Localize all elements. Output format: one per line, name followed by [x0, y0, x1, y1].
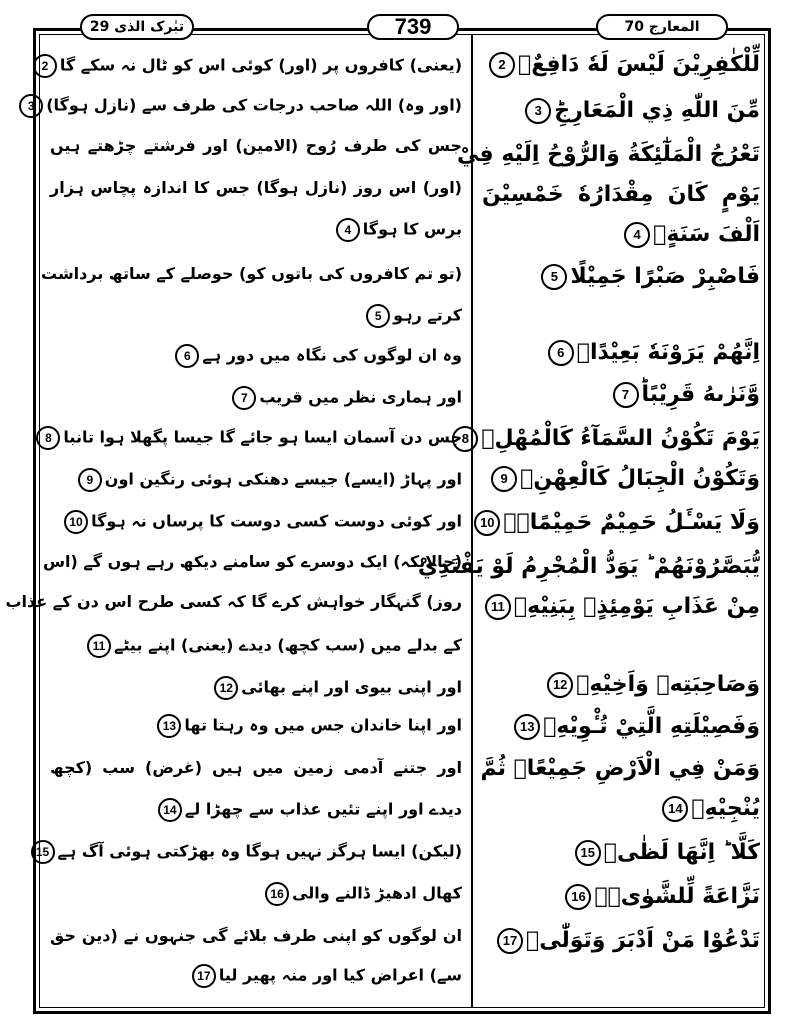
surah-label: المعارج 70: [596, 14, 728, 40]
urdu-line: کھال ادھیڑ ڈالنے والی16: [50, 882, 462, 906]
urdu-line: اور اپنا خاندان جس میں وہ رہتا تھا13: [50, 714, 462, 738]
ayah-number: 13: [514, 714, 540, 740]
urdu-line: (اور) اس روز (نازل ہوگا) جس کا اندازہ پچاس ہزار: [50, 178, 462, 197]
ayah-number: 14: [662, 796, 688, 822]
arabic-line: فَاصْبِرْ صَبْرًا جَمِيْلًا5: [482, 264, 760, 290]
urdu-line: اور ہماری نظر میں قریب7: [50, 386, 462, 410]
ayah-number: 6: [175, 344, 199, 368]
ayah-number: 5: [541, 264, 567, 290]
urdu-line: ان لوگوں کو اپنی طرف بلائے گی جنہوں نے (دین حق: [50, 926, 462, 945]
ayah-number: 11: [485, 594, 511, 620]
ayah-number: 17: [192, 964, 216, 988]
ayah-number: 12: [547, 672, 573, 698]
arabic-line: لِّلْكٰفِرِيْنَ لَيْسَ لَهٗ دَافِعٌۙ2: [482, 52, 760, 78]
arabic-line: وَفَصِيْلَتِهِ الَّتِيْ تُـْٔوِيْهِۙ13: [482, 714, 760, 740]
arabic-line: تَعْرُجُ الْمَلٰٓئِكَةُ وَالرُّوْحُ اِلَيْهِ فِيْ: [457, 142, 760, 167]
ayah-number: 17: [497, 928, 523, 954]
arabic-line: تَدْعُوْا مَنْ اَدْبَرَ وَتَوَلّٰىۙ17: [482, 928, 760, 954]
ayah-number: 16: [265, 882, 289, 906]
ayah-number: 15: [575, 840, 601, 866]
arabic-line: وَّنَرٰىهُ قَرِيْبًاؕ7: [482, 382, 760, 408]
urdu-line: کے بدلے میں (سب کچھ) دیدے (یعنی) اپنے بیٹے11: [50, 634, 462, 658]
ayah-number: 8: [452, 426, 478, 452]
urdu-line: اور کوئی دوست کسی دوست کا پرساں نہ ہوگا10: [50, 510, 462, 534]
arabic-line: اَلْفَ سَنَةٍۚ4: [482, 222, 760, 248]
ayah-number: 11: [87, 634, 111, 658]
urdu-line: (یعنی) کافروں پر (اور) کوئی اس کو ٹال نہ سکے گا2: [50, 54, 462, 78]
urdu-line: سے) اعراض کیا اور منہ پھیر لیا17: [50, 964, 462, 988]
urdu-line: اور پہاڑ (ایسے) جیسے دھنکی ہوئی رنگین اون9: [50, 468, 462, 492]
ayah-number: 12: [214, 676, 238, 700]
arabic-line: يَوْمٍ كَانَ مِقْدَارُهٗ خَمْسِيْنَ: [482, 182, 760, 207]
urdu-line: روز) گنہگار خواہش کرے گا کہ کسی طرح اس دن کے عذاب: [5, 592, 462, 611]
urdu-line: دیدے اور اپنے تئیں عذاب سے چھڑا لے14: [50, 798, 462, 822]
ayah-number: 3: [525, 98, 551, 124]
urdu-line: جس دن آسمان ایسا ہو جائے گا جیسا پگھلا ہوا تانبا8: [50, 426, 462, 450]
urdu-line: (لیکن) ایسا ہرگز نہیں ہوگا وہ بھڑکتی ہوئی آگ ہے15: [50, 840, 462, 864]
ayah-number: 7: [232, 386, 256, 410]
ayah-number: 2: [33, 54, 57, 78]
juz-label: تبٰرک الذی 29: [80, 14, 194, 40]
urdu-line: اور جتنے آدمی زمین میں ہیں (غرض) سب (کچھ: [50, 758, 462, 777]
ayah-number: 8: [36, 426, 60, 450]
urdu-line: (حالانکہ) ایک دوسرے کو سامنے دیکھ رہے ہوں گے (اس: [42, 552, 462, 571]
arabic-line: يُنْجِيْهِۙ14: [482, 796, 760, 822]
ayah-number: 7: [613, 382, 639, 408]
arabic-line: نَزَّاعَةً لِّلشَّوٰىۚۖ16: [482, 884, 760, 910]
ayah-number: 4: [624, 222, 650, 248]
ayah-number: 5: [366, 304, 390, 328]
ayah-number: 14: [158, 798, 182, 822]
ayah-number: 13: [157, 714, 181, 738]
urdu-line: جس کی طرف رُوح (الامین) اور فرشتے چڑھتے ہیں: [50, 136, 462, 155]
arabic-line: اِنَّهُمْ يَرَوْنَهٗ بَعِيْدًاۙ6: [482, 340, 760, 366]
arabic-line: وَصَاحِبَتِهٖ وَاَخِيْهِۙ12: [482, 672, 760, 698]
ayah-number: 10: [64, 510, 88, 534]
ayah-number: 6: [548, 340, 574, 366]
urdu-line: کرتے رہو5: [50, 304, 462, 328]
arabic-line: وَمَنْ فِي الْاَرْضِ جَمِيْعًاۙ ثُمَّ: [480, 756, 760, 781]
arabic-line: مِّنَ اللّٰهِ ذِي الْمَعَارِجِؕ3: [482, 98, 760, 124]
ayah-number: 15: [31, 840, 55, 864]
ayah-number: 9: [78, 468, 102, 492]
ayah-number: 9: [491, 466, 517, 492]
arabic-line: مِنْ عَذَابِ يَوْمِئِذٍۢ بِبَنِيْهِۙ11: [482, 594, 760, 620]
arabic-line: وَتَكُوْنُ الْجِبَالُ كَالْعِهْنِۙ9: [482, 466, 760, 492]
ayah-number: 16: [565, 884, 591, 910]
urdu-line: وہ ان لوگوں کی نگاہ میں دور ہے6: [50, 344, 462, 368]
ayah-number: 2: [489, 52, 515, 78]
page-number: 739: [367, 14, 459, 40]
ayah-number: 10: [474, 510, 500, 536]
urdu-line: برس کا ہوگا4: [50, 218, 462, 242]
urdu-line: (تو تم کافروں کی باتوں کو) حوصلے کے ساتھ برداشت: [41, 264, 462, 283]
arabic-line: وَلَا يَسْـَٔلُ حَمِيْمٌ حَمِيْمًاۚۖ10: [482, 510, 760, 536]
ayah-number: 4: [336, 218, 360, 242]
urdu-line: (اور وہ) اللہ صاحب درجات کی طرف سے (نازل ہوگا)3: [50, 94, 462, 118]
urdu-line: اور اپنی بیوی اور اپنے بھائی12: [50, 676, 462, 700]
arabic-line: كَلَّا ؕ اِنَّهَا لَظٰىۙ15: [482, 840, 760, 866]
arabic-line: يُّبَصَّرُوْنَهُمْ ؕ يَوَدُّ الْمُجْرِمُ لَوْ يَفْتَدِيْ: [417, 554, 760, 579]
arabic-line: يَوْمَ تَكُوْنُ السَّمَآءُ كَالْمُهْلِۙ8: [482, 426, 760, 452]
ayah-number: 3: [19, 94, 43, 118]
